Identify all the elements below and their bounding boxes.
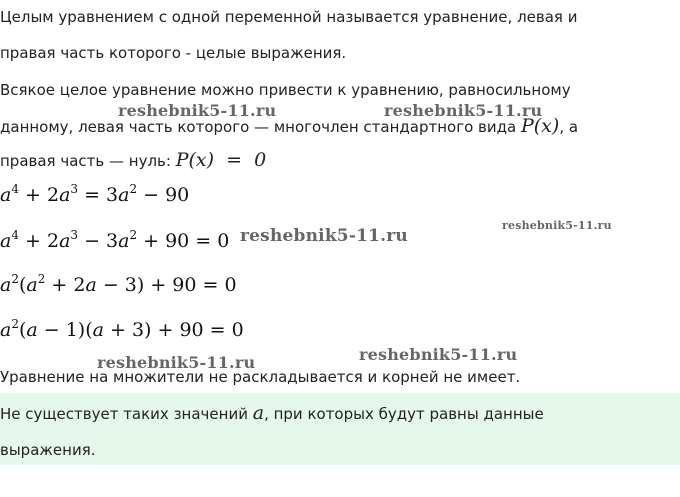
answer-variable: a	[252, 402, 265, 424]
watermark: reshebnik5-11.ru	[359, 345, 518, 364]
watermark: reshebnik5-11.ru	[384, 101, 543, 120]
watermark: reshebnik5-11.ru	[502, 219, 612, 232]
answer-line-2: выражения.	[0, 441, 96, 459]
answer-line-1	[0, 403, 544, 424]
definition-line-1: Целым уравнением с одной переменной называется уравнение, левая и	[0, 8, 578, 26]
conclusion-text: Уравнение на множители не раскладывается и корней не имеет.	[0, 368, 521, 386]
theory-line-3	[0, 150, 266, 171]
definition-line-2: правая часть которого - целые выражения.	[0, 44, 347, 62]
theory-line-2-text: данному, левая часть которого — многочлен стандартного вида	[0, 118, 517, 136]
theory-line-2-tail: , а	[559, 118, 579, 136]
watermark: reshebnik5-11.ru	[97, 353, 256, 372]
equation-4: $a^2(a - 1)(a + 3) + 90 = 0$	[0, 317, 244, 341]
equation-1: $a^4 + 2a^3 = 3a^2 - 90$	[0, 182, 190, 206]
theory-line-1: Всякое целое уравнение можно привести к уравнению, равносильному	[0, 81, 571, 99]
watermark: reshebnik5-11.ru	[240, 226, 408, 246]
zero-form-notation: P(x) = 0	[175, 149, 267, 171]
theory-line-3-text: правая часть — нуль:	[0, 152, 171, 170]
answer-line-1-before: Не существует таких значений	[0, 405, 248, 423]
watermark: reshebnik5-11.ru	[118, 101, 277, 120]
equation-2: $a^4 + 2a^3 - 3a^2 + 90 = 0$	[0, 228, 230, 252]
equation-3: $a^2(a^2 + 2a - 3) + 90 = 0$	[0, 272, 237, 296]
answer-line-1-after: , при которых будут равны данные	[264, 405, 544, 423]
polynomial-notation: P(x)	[520, 115, 560, 137]
